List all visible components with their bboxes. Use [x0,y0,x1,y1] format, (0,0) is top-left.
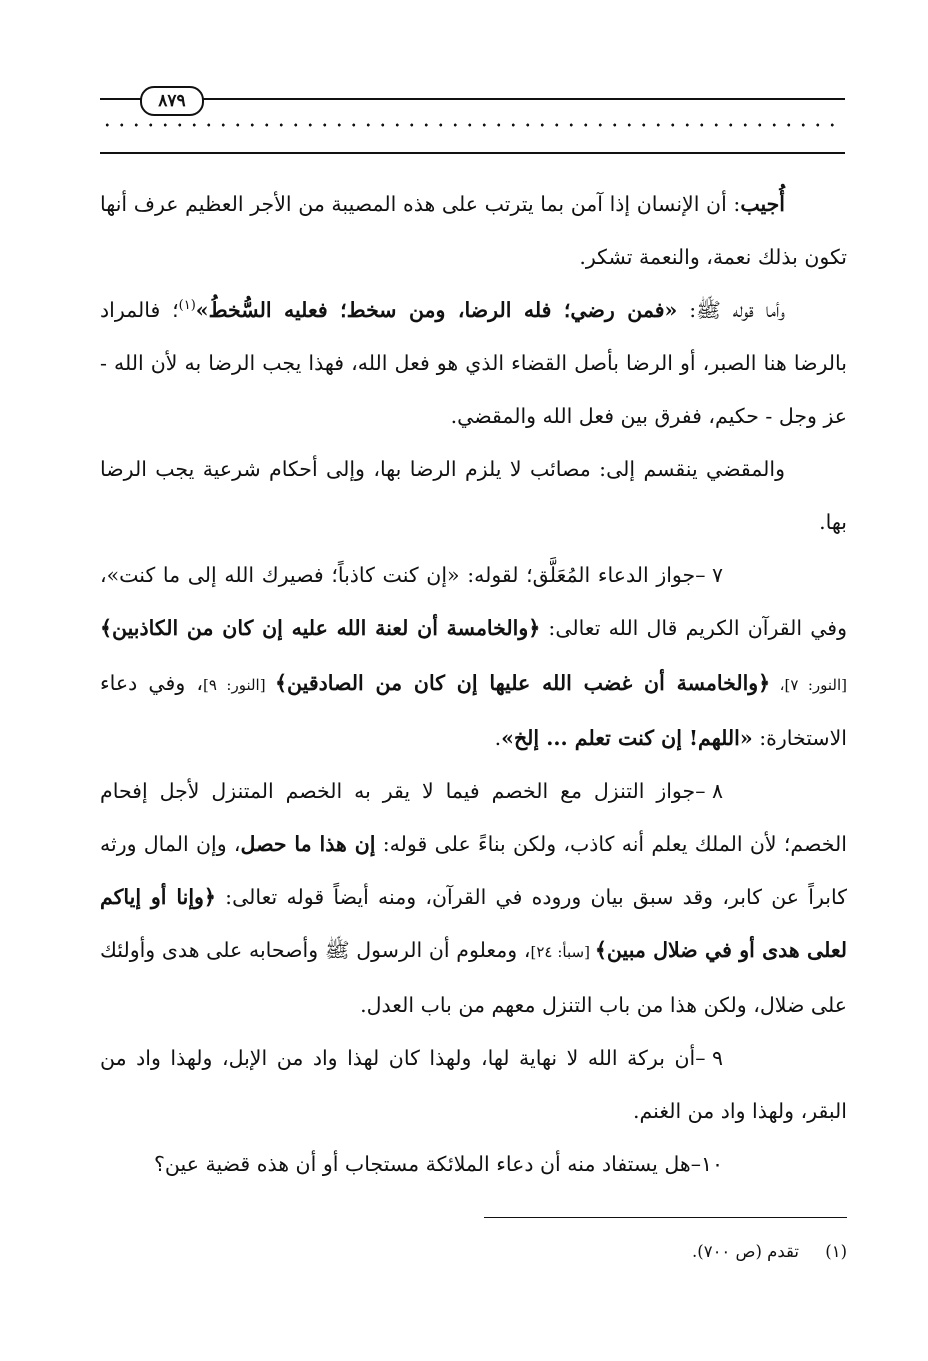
paragraph-maqdi [100,443,847,549]
list-item-10 [100,1138,847,1191]
header-rule-top [100,98,845,100]
item-9-text: أن بركة الله لا نهاية لها، ولهذا كان لهذا واد من الإبل، ولهذا واد من البقر، ولهذا واد من الغنم. [100,1046,847,1123]
item-number-8: ٨ – [695,779,723,803]
paragraph-answer [100,178,847,284]
verse-saba-ref: [سبأ: ٢٤] [530,943,595,961]
item-8-text-a: جواز التنزل مع الخصم فيما لا يقر به الخصم المتنزل لأجل إفحام الخصم؛ لأن الملك يعلم أنه كاذب، ولكن بناءً على قوله: [100,779,847,856]
footnote-1 [100,1236,847,1268]
list-item-8 [100,765,847,1032]
page-number-text: ٨٧٩ [158,91,186,111]
istikhara-dua: «اللهم! إن كنت تعلم ... إلخ» [501,726,753,750]
item-8-bold-quote: إن هذا ما حصل [240,832,376,856]
verse-1-ref: [النور: ٧]، [770,676,847,694]
footnote-number: (١) [825,1242,847,1261]
item-number-7: ٧ – [695,563,723,587]
item-8-text-c: ، ومعلوم أن الرسول ﷺ وأصحابه على هدى وأولئك على ضلال، ولكن هذا من باب التنزل معهم من باب العدل. [100,938,847,1017]
item-7-end: . [494,726,502,750]
answer-lead: أُجيب [740,192,785,216]
item-number-10: ١٠– [690,1152,723,1176]
footnote-text: تقدم (ص ٧٠٠). [692,1242,799,1261]
item-number-9: ٩ – [695,1046,723,1070]
header-rule-bottom [100,152,845,154]
list-item-9 [100,1032,847,1138]
item-8-text-b: ، وإن المال ورثه كابراً عن كابر، وقد سبق بيان وروده في القرآن، ومنه أيضاً قوله تعالى: [100,832,847,909]
verse-saba: ﴿وإنا أو إياكم لعلى هدى أو في ضلال مبين﴾ [100,885,848,962]
hadith-intro: وأما قوله ﷺ: [677,298,786,322]
footnote-ref-1: (١) [178,298,196,314]
maqdi-text: والمقضي ينقسم إلى: مصائب لا يلزم الرضا بها، وإلى أحكام شرعية يجب الرضا بها. [100,457,847,534]
item-10-text: هل يستفاد منه أن دعاء الملائكة مستجاب أو أن هذه قضية عين؟ [154,1152,691,1176]
main-text [100,178,847,1191]
list-item-7 [100,549,847,765]
hadith-quote: «فمن رضي؛ فله الرضا، ومن سخط؛ فعليه السُّخطُ» [195,298,678,322]
page-number [140,86,204,116]
answer-text: : أن الإنسان إذا آمن بما يترتب على هذه المصيبة من الأجر العظيم عرف أنها تكون بذلك نعمة، والنعمة تشكر. [100,192,847,269]
verse-1: ﴿والخامسة أن لعنة الله عليه إن كان من الكاذبين﴾ [100,616,541,640]
hadith-explanation: ؛ فالمراد بالرضا هنا الصبر، أو الرضا بأصل القضاء الذي هو فعل الله، فهذا يجب الرضا به لأن الله - عز وجل - حكيم، ففرق بين فعل الله والمقضي. [100,298,847,428]
footnote-separator [484,1217,847,1218]
header-dotted-rule [100,118,845,132]
verse-2-ref: [النور: ٩] [203,676,276,694]
item-7-text-a: جواز الدعاء المُعَلَّق؛ لقوله: «إن كنت كاذباً؛ فصيرك الله إلى ما كنت»، وفي القرآن الكريم قال الله تعالى: [100,563,847,640]
paragraph-hadith [100,284,847,443]
verse-2: ﴿والخامسة أن غضب الله عليها إن كان من الصادقين﴾ [275,671,771,695]
item-7-text-b: ، وفي دعاء الاستخارة: [100,671,847,750]
